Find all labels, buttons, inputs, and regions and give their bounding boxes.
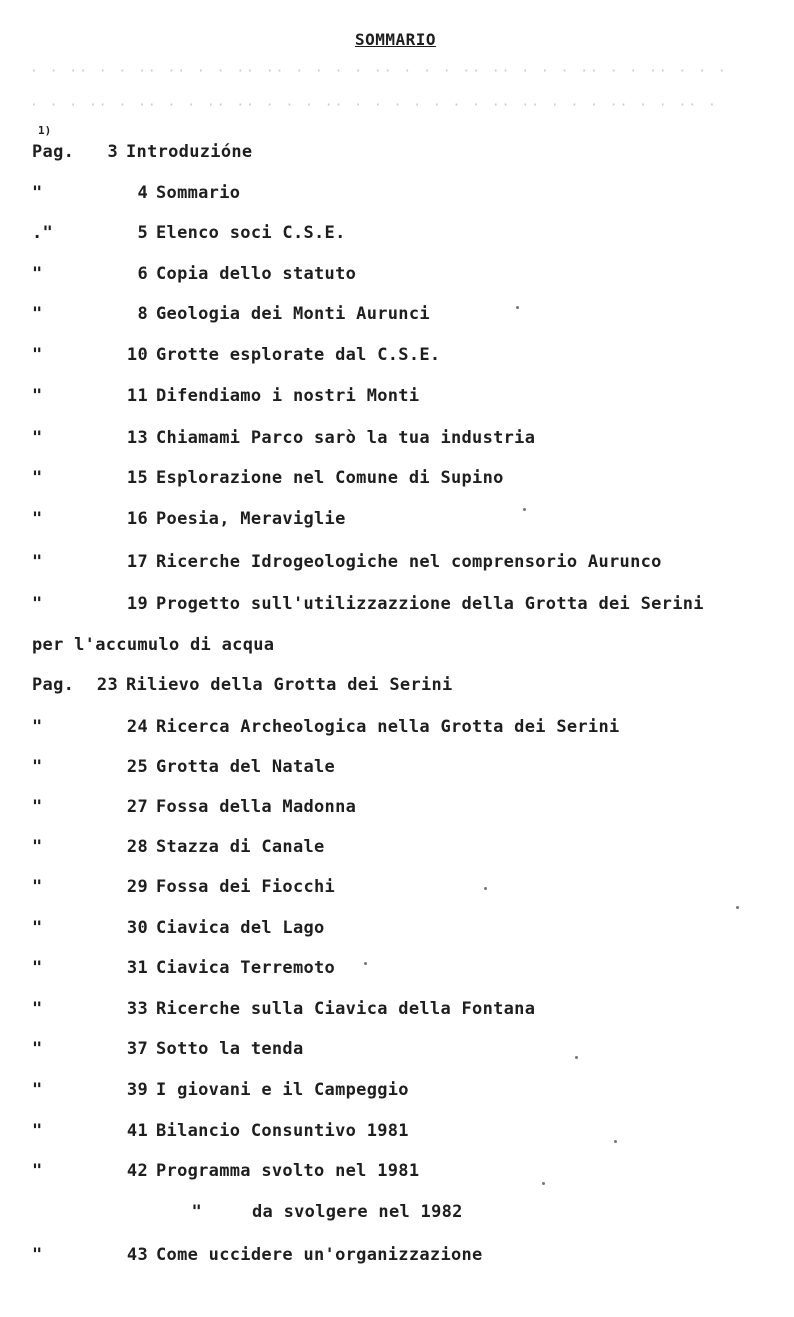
toc-prefix: Pag. <box>32 142 75 162</box>
toc-page-number: 25 <box>126 757 148 777</box>
toc-entry-title: Esplorazione nel Comune di Supino <box>156 468 504 488</box>
toc-entry <box>32 918 325 938</box>
toc-page-number: 19 <box>126 594 148 614</box>
toc-entry <box>32 223 346 243</box>
toc-entry-title: Rilievo della Grotta dei Serini <box>126 675 453 695</box>
toc-page-number: 5 <box>137 223 148 243</box>
toc-prefix: " <box>32 877 43 897</box>
toc-prefix: " <box>32 958 43 978</box>
toc-prefix: " <box>32 999 43 1019</box>
toc-entry-title: Grotte esplorate dal C.S.E. <box>156 345 441 365</box>
toc-entry-title: Progetto sull'utilizzazzione della Grotta dei Serini <box>156 594 704 614</box>
toc-prefix: " <box>32 757 43 777</box>
toc-entry <box>32 635 274 655</box>
toc-page-number: " <box>191 1202 202 1222</box>
toc-page-number: 24 <box>126 717 148 737</box>
toc-page-number: 39 <box>126 1080 148 1100</box>
toc-page-number: 10 <box>126 345 148 365</box>
toc-entry-title: Fossa della Madonna <box>156 797 357 817</box>
toc-entry <box>32 797 356 817</box>
toc-entry <box>32 675 453 695</box>
toc-page-number: 42 <box>126 1161 148 1181</box>
toc-entry <box>32 1080 409 1100</box>
toc-prefix: " <box>32 304 43 324</box>
toc-entry-title: Ricerche Idrogeologiche nel comprensorio Aurunco <box>156 552 662 572</box>
toc-page-number: 17 <box>126 552 148 572</box>
toc-entry-title: Geologia dei Monti Aurunci <box>156 304 430 324</box>
speck <box>736 906 739 909</box>
toc-entry-title: Ricerca Archeologica nella Grotta dei Serini <box>156 717 620 737</box>
toc-entry <box>32 552 662 572</box>
toc-entry-title: Poesia, Meraviglie <box>156 509 346 529</box>
toc-page-number: 41 <box>126 1121 148 1141</box>
toc-entry <box>32 304 430 324</box>
toc-prefix: " <box>32 552 43 572</box>
toc-entry-title: Sotto la tenda <box>156 1039 304 1059</box>
toc-page-number: 16 <box>126 509 148 529</box>
toc-entry-title: Programma svolto nel 1981 <box>156 1161 420 1181</box>
footnote-marker: 1) <box>38 124 52 137</box>
toc-entry <box>32 345 440 365</box>
toc-prefix: " <box>32 717 43 737</box>
toc-entry-title: Introduzióne <box>126 142 253 162</box>
toc-entry-title: Fossa dei Fiocchi <box>156 877 336 897</box>
toc-prefix: ." <box>32 223 54 243</box>
toc-entry <box>32 142 252 162</box>
toc-entry-title: da svolgere nel 1982 <box>252 1202 463 1222</box>
toc-entry-title: Ricerche sulla Ciavica della Fontana <box>156 999 536 1019</box>
toc-page-number: 6 <box>137 264 148 284</box>
toc-entry <box>32 999 535 1019</box>
toc-page-number: 33 <box>126 999 148 1019</box>
toc-entry-title: Ciavica Terremoto <box>156 958 336 978</box>
toc-prefix: " <box>32 183 43 203</box>
toc-page-number: 23 <box>96 675 118 695</box>
speck <box>614 1140 617 1143</box>
page-title: SOMMARIO <box>355 30 437 49</box>
toc-page-number: 3 <box>107 142 118 162</box>
toc-entry <box>32 877 335 897</box>
toc-prefix: " <box>32 1080 43 1100</box>
toc-page-number: 29 <box>126 877 148 897</box>
toc-prefix: " <box>32 1245 43 1265</box>
toc-entry <box>32 1039 304 1059</box>
toc-entry-title: Difendiamo i nostri Monti <box>156 386 420 406</box>
toc-prefix: " <box>32 428 43 448</box>
toc-prefix: Pag. <box>32 675 75 695</box>
speck <box>523 508 526 511</box>
toc-entry-title: Ciavica del Lago <box>156 918 325 938</box>
toc-entry-title: Chiamami Parco sarò la tua industria <box>156 428 536 448</box>
toc-page-number: 43 <box>126 1245 148 1265</box>
toc-entry <box>32 264 356 284</box>
toc-page-number: 28 <box>126 837 148 857</box>
toc-entry-title: Come uccidere un'organizzazione <box>156 1245 483 1265</box>
toc-page-number: 31 <box>126 958 148 978</box>
toc-entry-title: per l'accumulo di acqua <box>32 635 275 655</box>
toc-entry <box>32 837 325 857</box>
toc-page-number: 37 <box>126 1039 148 1059</box>
toc-entry <box>32 1161 419 1181</box>
bleed-through-text: · · ·· · · ·· ·· · · ·· ·· · · · · ·· · · · ·· ·· · · · ·· · · ·· · · · <box>30 64 728 79</box>
toc-prefix: " <box>32 797 43 817</box>
bleed-through-text: · · · ·· · ·· · · ·· ·· · · · ·· · · · · · · · ·· ·· · · · ·· · · ·· · <box>30 98 718 113</box>
toc-entry <box>32 1202 463 1222</box>
toc-entry <box>32 468 504 488</box>
toc-prefix: " <box>32 837 43 857</box>
toc-prefix: " <box>32 1121 43 1141</box>
toc-page-number: 13 <box>126 428 148 448</box>
toc-entry <box>32 386 419 406</box>
toc-entry <box>32 958 335 978</box>
toc-prefix: " <box>32 1161 43 1181</box>
toc-entry <box>32 428 535 448</box>
toc-page-number: 4 <box>137 183 148 203</box>
toc-prefix: " <box>32 345 43 365</box>
toc-prefix: " <box>32 918 43 938</box>
toc-page-number: 30 <box>126 918 148 938</box>
toc-page-number: 8 <box>137 304 148 324</box>
toc-prefix: " <box>32 468 43 488</box>
toc-page-number: 11 <box>126 386 148 406</box>
speck <box>542 1182 545 1185</box>
toc-entry-title: Grotta del Natale <box>156 757 336 777</box>
toc-entry-title: Sommario <box>156 183 241 203</box>
toc-prefix: " <box>32 264 43 284</box>
toc-prefix: " <box>32 386 43 406</box>
toc-entry <box>32 717 620 737</box>
speck <box>364 962 367 965</box>
toc-entry <box>32 509 346 529</box>
toc-entry <box>32 1121 409 1141</box>
toc-entry-title: I giovani e il Campeggio <box>156 1080 409 1100</box>
toc-entry-title: Stazza di Canale <box>156 837 325 857</box>
toc-entry <box>32 183 240 203</box>
toc-entry-title: Copia dello statuto <box>156 264 357 284</box>
toc-page-number: 15 <box>126 468 148 488</box>
toc-entry <box>32 594 704 614</box>
toc-entry <box>32 1245 483 1265</box>
toc-page-number: 27 <box>126 797 148 817</box>
toc-entry-title: Elenco soci C.S.E. <box>156 223 346 243</box>
speck <box>484 887 487 890</box>
speck <box>575 1056 578 1059</box>
toc-prefix: " <box>32 594 43 614</box>
toc-prefix: " <box>32 509 43 529</box>
toc-entry <box>32 757 335 777</box>
toc-prefix: " <box>32 1039 43 1059</box>
toc-entry-title: Bilancio Consuntivo 1981 <box>156 1121 409 1141</box>
speck <box>516 306 519 309</box>
